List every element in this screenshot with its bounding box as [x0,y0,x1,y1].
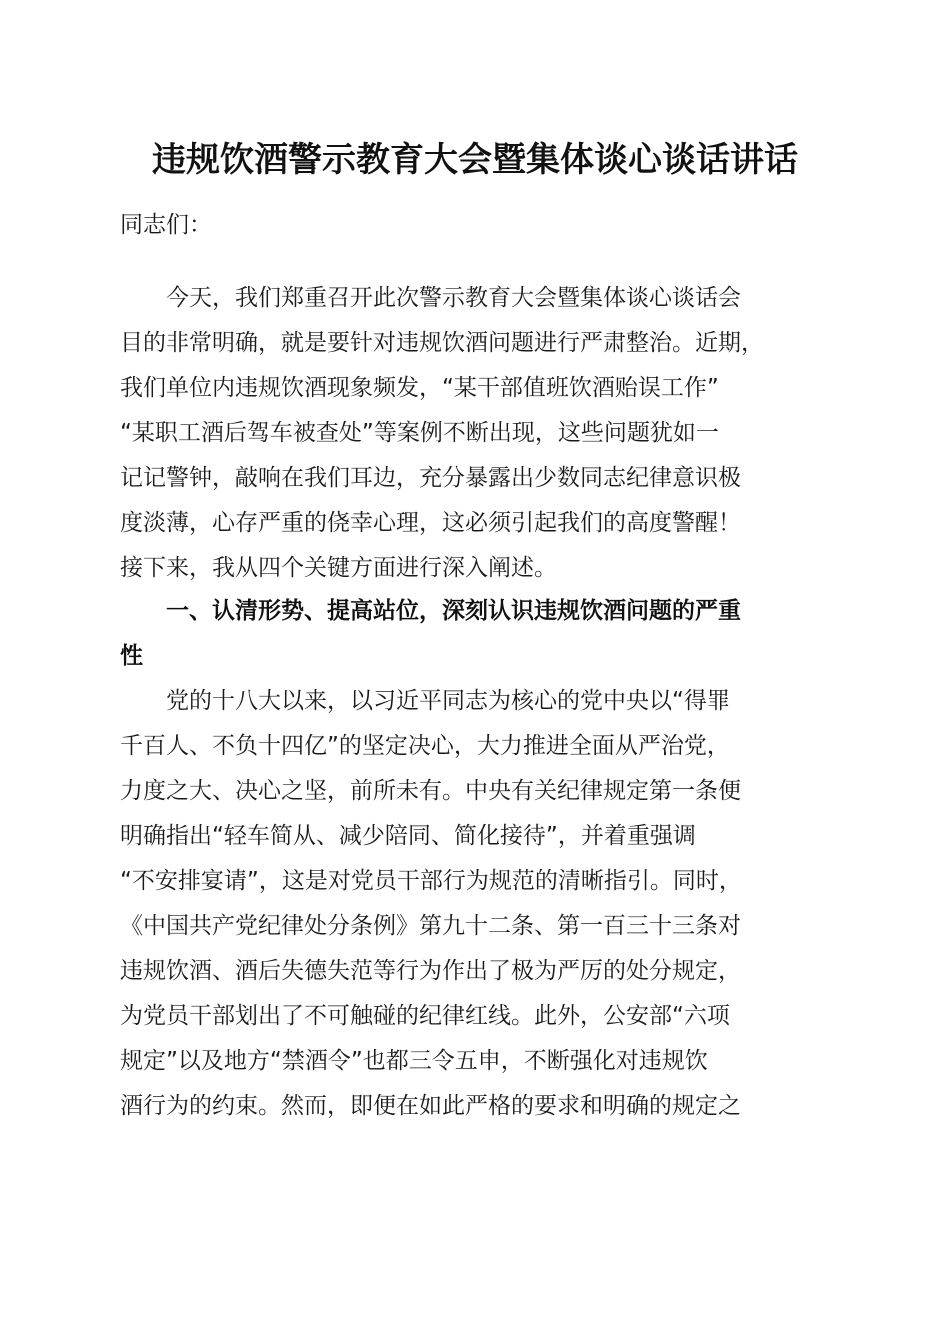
section-paragraph-line: 明确指出“轻车简从、减少陪同、简化接待”，并着重强调 [120,823,696,849]
section-paragraph-line: 违规饮酒、酒后失德失范等行为作出了极为严厉的处分规定， [120,958,741,984]
paragraph-line: “某职工酒后驾车被查处”等案例不断出现，这些问题犹如一 [120,420,719,446]
section-paragraph-line: 党的十八大以来，以习近平同志为核心的党中央以“得罪 [120,688,730,714]
paragraph-line: 我们单位内违规饮酒现象频发，“某干部值班饮酒贻误工作” [120,375,719,401]
document-title: 违规饮酒警示教育大会暨集体谈心谈话讲话 [152,140,798,180]
paragraph-line: 接下来，我从四个关键方面进行深入阐述。 [120,555,557,581]
paragraph-line: 目的非常明确，就是要针对违规饮酒问题进行严肃整治。近期， [120,330,764,356]
section-heading-line: 一、认清形势、提高站位，深刻认识违规饮酒问题的严重 [120,598,741,624]
section-paragraph-line: 《中国共产党纪律处分条例》第九十二条、第一百三十三条对 [120,913,741,939]
paragraph-line: 今天，我们郑重召开此次警示教育大会暨集体谈心谈话会 [120,285,741,311]
salutation: 同志们： [120,212,212,238]
paragraph-line: 度淡薄，心存严重的侥幸心理，这必须引起我们的高度警醒！ [120,510,741,536]
section-paragraph-line: 千百人、不负十四亿”的坚定决心，大力推进全面从严治党， [120,733,730,759]
section-heading-line: 性 [120,643,143,669]
section-paragraph-line: “不安排宴请”，这是对党员干部行为规范的清晰指引。同时， [120,868,742,894]
paragraph-line: 记记警钟，敲响在我们耳边，充分暴露出少数同志纪律意识极 [120,465,741,491]
section-paragraph-line: 规定”以及地方“禁酒令”也都三令五申，不断强化对违规饮 [120,1048,708,1074]
section-paragraph-line: 为党员干部划出了不可触碰的纪律红线。此外，公安部“六项 [120,1003,730,1029]
section-paragraph-line: 力度之大、决心之坚，前所未有。中央有关纪律规定第一条便 [120,778,741,804]
section-paragraph-line: 酒行为的约束。然而，即便在如此严格的要求和明确的规定之 [120,1093,741,1119]
